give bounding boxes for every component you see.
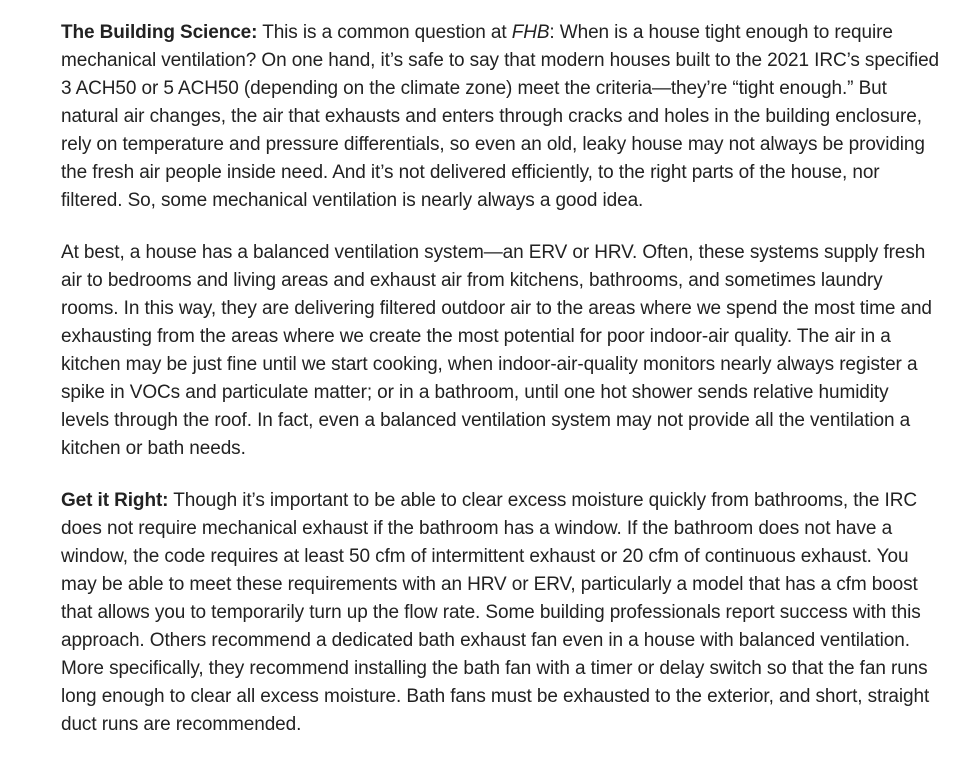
paragraph-balanced-ventilation xyxy=(61,239,941,463)
paragraph-get-it-right xyxy=(61,487,941,739)
publication-name: FHB xyxy=(511,22,550,43)
paragraph-text: This is a common question at xyxy=(257,22,512,43)
paragraph-text: At best, a house has a balanced ventilation system—an ERV or HRV. Often, these systems supply fresh air to bedrooms and living areas and exhaust air from kitchens, bathrooms, and sometimes laundry rooms. In this way, they are delivering filtered outdoor air to the areas where we spend the most time and exhausting from the areas where we create the most potential for poor indoor-air quality. The air in a kitchen may be just fine until we start cooking, when indoor-air-quality monitors nearly always register a spike in VOCs and particulate matter; or in a bathroom, until one hot shower sends relative humidity levels through the roof. In fact, even a balanced ventilation system may not provide all the ventilation a kitchen or bath needs. xyxy=(61,242,932,459)
paragraph-text: Though it’s important to be able to clear excess moisture quickly from bathrooms, the IRC does not require mechanical exhaust if the bathroom has a window. If the bathroom does not have a window, the code requires at least 50 cfm of intermittent exhaust or 20 cfm of continuous exhaust. You may be able to meet these requirements with an HRV or ERV, particularly a model that has a cfm boost that allows you to temporarily turn up the flow rate. Some building professionals report success with this approach. Others recommend a dedicated bath exhaust fan even in a house with balanced ventilation. More specifically, they recommend installing the bath fan with a timer or delay switch so that the fan runs long enough to clear all excess moisture. Bath fans must be exhausted to the exterior, and short, straight duct runs are recommended. xyxy=(61,490,930,735)
paragraph-building-science xyxy=(61,19,941,215)
article-body xyxy=(61,19,941,763)
paragraph-text: : When is a house tight enough to require mechanical ventilation? On one hand, it’s safe to say that modern houses built to the 2021 IRC’s specified 3 ACH50 or 5 ACH50 (depending on the climate zone) meet the criteria—they’re “tight enough.” But natural air changes, the air that exhausts and enters through cracks and holes in the building enclosure, rely on temperature and pressure differentials, so even an old, leaky house may not always be providing the fresh air people inside need. And it’s not delivered efficiently, to the right parts of the house, nor filtered. So, some mechanical ventilation is nearly always a good idea. xyxy=(61,22,940,211)
building-science-heading: The Building Science: xyxy=(61,22,258,43)
get-it-right-heading: Get it Right: xyxy=(61,490,169,511)
